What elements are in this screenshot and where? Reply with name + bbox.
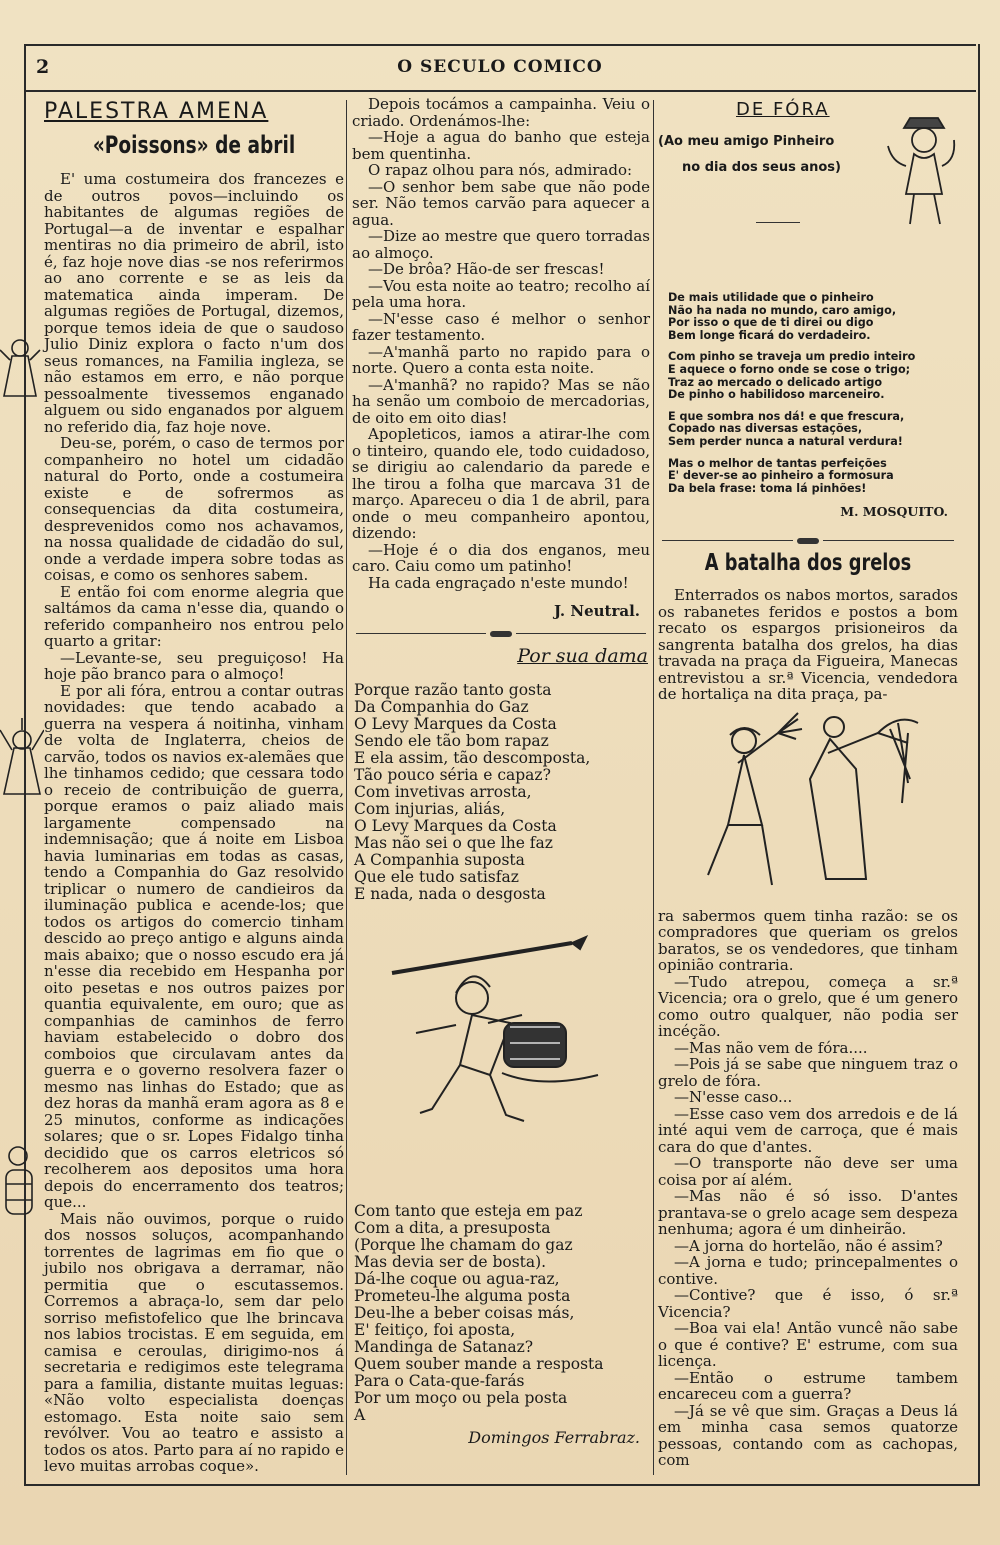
paragraph: O rapaz olhou para nós, admirado: (368, 161, 633, 179)
paragraph: —Dize ao mestre que quero torradas ao almoço. (352, 227, 650, 262)
poem-line: Traz ao mercado o delicado artigo (668, 375, 883, 389)
verse-line: Com tanto que esteja em paz (354, 1202, 583, 1220)
margin-ornament-barrel (0, 1140, 40, 1220)
paragraph: —De brôa? Hão-de ser frescas! (368, 260, 605, 278)
verse-line: Mandinga de Satanaz? (354, 1338, 534, 1356)
poem-verses-a (354, 682, 650, 903)
poem-line: Não ha nada no mundo, caro amigo, (668, 303, 897, 317)
knight-illustration (352, 903, 650, 1203)
paragraph: —Hoje é o dia dos enganos, meu caro. Caiu como um patinho! (352, 540, 650, 575)
verse-line: O Levy Marques da Costa (354, 715, 557, 733)
dialogue-paragraph: —N'esse caso... (674, 1088, 793, 1107)
verse-line: (Porque lhe chamam do gaz (354, 1236, 573, 1254)
column-divider-left (346, 100, 347, 1475)
signature-mosquito: M. MOSQUITO. (840, 504, 948, 520)
paragraph: —Hoje a agua do banho que esteja bem quentinha. (352, 128, 650, 163)
paragraph: E' uma costumeira dos francezes e de outros povos—incluindo os habitantes de algumas regiões de Portugal—a de inventar e espalhar mentiras no dia primeiro de abril, isto é, faz hoje nove dias -se nos referirmos ao ano corrente e se as leis da matematica ainda imperam. De algumas regiões de Portugal, dizemos, porque temos ideia de que o saudoso Julio Diniz explora o facto n'um dos seus romances, na Familia ingleza, se não estamos em erro, e não porque pessoalmente tivessemos enganado alguem ou sido enganados por alguem no referido dia, faz hoje nove. (44, 170, 344, 436)
dialogue-paragraph: —Tudo atrepou, começa a sr.ª Vicencia; ora o grelo, que é um genero como outro qualquer, não podia ser incéção. (658, 972, 958, 1041)
paragraph: —O senhor bem sabe que não pode ser. Não temos carvão para aquecer a agua. (352, 177, 650, 229)
dialogue-paragraph: —Contive? que é isso, ó sr.ª Vicencia? (658, 1286, 958, 1321)
poem-line: Por isso o que de ti direi ou digo (668, 316, 874, 330)
verse-line: A Companhia suposta (354, 851, 525, 869)
verse-line: Mas devia ser de bosta). (354, 1253, 547, 1271)
palestra-continuation (352, 96, 650, 591)
poem-line: Copado nas diversas estações, (668, 422, 863, 436)
paragraph: Depois tocámos a campainha. Veiu o criado. Ordenámos-lhe: (352, 95, 650, 130)
poem-line: Com pinho se traveja um predio inteiro (668, 350, 916, 364)
paragraph: E então foi com enorme alegria que saltámos da cama n'esse dia, quando o referido companheiro nos entrou pelo quarto a gritar: (44, 582, 344, 650)
page-number: 2 (36, 56, 50, 78)
dialogue-paragraph: —Mas não é só isso. D'antes prantava-se o grelo acage sem despeza nenhuma; agora é um dinheirão. (658, 1187, 958, 1239)
poem-line: Mas o melhor de tantas perfeições (668, 456, 887, 470)
separator-ornament-2 (662, 535, 954, 547)
verse-line: Com injurias, aliás, (354, 800, 506, 818)
paragraph: Mais não ouvimos, porque o ruido dos nossos soluços, acompanhando torrentes de lagrimas em fio que o jubilo nos obrigava a derramar, não permitia que o escutassemos. Corremos a abraça-lo, sem dar pelo sorriso mefistofelico que lhe brincava nos labios trocistas. E em seguida, em camisa e ceroulas, dirigimo-nos á secretaria e redigimos este telegrama para a familia, distante muitas leguas: «Não volto especialista doenças estomago. Esta noite saio sem revólver. Vou ao teatro e assisto a todos os atos. Parto para aí no rapido e levo muitas arrobas coque». (44, 1209, 344, 1475)
paragraph: —A'manhã parto no rapido para o norte. Quero a conta esta noite. (352, 342, 650, 377)
dialogue-paragraph: —Mas não vem de fóra.... (674, 1038, 868, 1057)
paragraph: Deu-se, porém, o caso de termos por companheiro no hotel um cidadão natural do Porto, onde a costumeira existe e de sofrermos as consequencias da dita costumeira, desprevenidos como nos achavamos, na nossa qualidade de cidadão do sul, onde a verdade impera sobre todas as coisas, e como os senhores sabem. (44, 434, 344, 584)
verse-line: Deu-lhe a beber coisas más, (354, 1304, 575, 1322)
signature-ferrabraz: Domingos Ferrabraz. (468, 1428, 640, 1447)
illustration-grelos (658, 703, 958, 908)
palestra-paragraphs (44, 171, 344, 1475)
paragraph: Ha cada engraçado n'este mundo! (368, 573, 629, 592)
dedication-line-2: no dia dos seus anos) (682, 159, 841, 175)
verse-line: Por um moço ou pela posta (354, 1389, 568, 1407)
verse-line: Sendo ele tão bom rapaz (354, 732, 549, 750)
poem-stanza (668, 411, 958, 449)
column-middle (352, 96, 650, 1447)
newspaper-title: O SECULO COMICO (397, 57, 603, 77)
poem-stanza (668, 351, 958, 401)
de-fora-header (658, 99, 958, 292)
dialogue-paragraph: —O transporte não deve ser uma coisa por aí além. (658, 1154, 958, 1189)
illustration-knight (352, 903, 650, 1203)
verse-line: Com a dita, a presuposta (354, 1219, 551, 1237)
dialogue-paragraph: ra sabermos quem tinha razão: se os compradores que queriam os grelos baratos, se os vendedores, que tinham opinião contraria. (658, 906, 958, 975)
poem-line: E que sombra nos dá! e que frescura, (668, 409, 905, 423)
verse-line: Porque razão tanto gosta (354, 681, 552, 699)
paragraph: Apopleticos, iamos a atirar-lhe com o tinteiro, quando ele, todo cuidadoso, se dirigiu ao calendario da parede e lhe tirou a folha que marcava 31 de março. Apareceu o dia 1 de abril, para onde o meu companheiro apontou, dizendo: (352, 425, 650, 542)
de-fora-poem (668, 292, 958, 495)
verse-line: Dá-lhe coque ou agua-raz, (354, 1270, 560, 1288)
verse-line: Mas não sei o que lhe faz (354, 834, 553, 852)
poem-line: Bem longe ficará do verdadeiro. (668, 328, 871, 342)
paragraph: —Levante-se, seu preguiçoso! Ha hoje pão branco para o almoço! (44, 648, 344, 683)
poem-line: E' dever-se ao pinheiro a formosura (668, 469, 894, 483)
dialogue-paragraph: —Pois já se sabe que ninguem traz o grelo de fóra. (658, 1055, 958, 1090)
column-right (658, 96, 958, 1469)
short-rule (756, 222, 800, 223)
column-palestra (44, 96, 344, 1475)
paragraph: —Vou esta noite ao teatro; recolho aí pela uma hora. (352, 276, 650, 311)
vegetable-fight-illustration (658, 703, 958, 908)
dialogue-paragraph: —Então o estrume tambem encareceu com a guerra? (658, 1368, 958, 1404)
paragraph: —N'esse caso é melhor o senhor fazer testamento. (352, 309, 650, 344)
column-divider-right (653, 100, 654, 1475)
signature-neutral: J. Neutral. (553, 602, 640, 620)
section-title-de-fora: DE FÓRA (736, 99, 830, 120)
verse-line: E nada, nada o desgosta (354, 885, 546, 903)
paragraph: —A'manhã? no rapido? Mas se não ha senão um comboio de mercadorias, de oito em oito dias! (352, 375, 650, 427)
poem-line: Da bela frase: toma lá pinhões! (668, 481, 867, 495)
verse-line: Quem souber mande a resposta (354, 1355, 604, 1373)
poem-stanza (668, 292, 958, 342)
verse-line: Que ele tudo satisfaz (354, 868, 519, 886)
margin-ornament-doll-2 (0, 718, 44, 804)
verse-line: Da Companhia do Gaz (354, 698, 529, 716)
pinheiro-caricature (884, 106, 962, 230)
verse-line: Com invetivas arrosta, (354, 783, 532, 801)
section-title-palestra: PALESTRA AMENA (44, 99, 269, 124)
poem-line: De mais utilidade que o pinheiro (668, 291, 874, 304)
verse-line: Prometeu-lhe alguma posta (354, 1287, 571, 1305)
poem-line: De pinho o habilidoso marceneiro. (668, 388, 885, 402)
verse-line: Para o Cata-que-farás (354, 1372, 525, 1390)
dedication-line-1: (Ao meu amigo Pinheiro (658, 133, 835, 149)
poem-title-por-sua-dama: Por sua dama (517, 644, 648, 667)
poem-line: E aquece o forno onde se cose o trigo; (668, 362, 911, 376)
dialogue-paragraph: —Boa vai ela! Antão vuncê não sabe o que é contive? E' estrume, com sua licença. (658, 1319, 958, 1371)
dialogue-paragraph: —Esse caso vem dos arredois e de lá inté aqui vem de carroça, que é mais cara do que d'antes. (658, 1104, 958, 1156)
dialogue-paragraph: —A jorna e tudo; princepalmentes o contive. (658, 1253, 958, 1288)
dialogue-paragraph: —A jorna do hortelão, não é assim? (674, 1236, 943, 1255)
separator-ornament (356, 628, 646, 640)
verse-line: E' feitiço, foi aposta, (354, 1321, 516, 1339)
paragraph: E por ali fóra, entrou a contar outras novidades: que tendo acabado a guerra na vespera á noitinha, vinham de volta de Inglaterra, cheios de carvão, todos os navios ex-alemães que lhe tinhamos cedido; que cessara todo o receio de contribuição de guerra, porque eramos o paiz aliado mais largamente compensado na indemnisação; que á noite em Lisboa havia luminarias em todas as casas, tendo a Companhia do Gaz resolvido triplicar o numero de candieiros da iluminação publica e acende-los; que todos os artigos do comercio tinham descido ao preço antigo e alguns ainda mais abaixo; que o nosso escudo era já n'esse dia recebido em Hespanha por oito pesetas e nos outros paizes por quantia equivalente, em ouro; que as companhias de caminhos de ferro haviam estabelecido o dobro dos comboios que circulavam antes da guerra e o governo resolvera fazer o mesmo nas linhas do Estado; que as dez horas da manhã eram agora as 8 e 25 minutos, conforme as indicações solares; que o sr. Lopes Fidalgo tinha decidido que os carros eletricos só recolherem aos depositos uma hora depois do encerramento dos teatros; que... (44, 681, 344, 1211)
dialogue-paragraph: —Já se vê que sim. Graças a Deus lá em minha casa semos quatorze pessoas, contando com as cachopas, com (658, 1401, 958, 1470)
batalha-dialogue (658, 908, 958, 1469)
verse-line: Tão pouco séria e capaz? (354, 766, 551, 784)
article-title-poissons: «Poissons» de abril (92, 130, 296, 159)
article-title-batalha: A batalha dos grelos (704, 549, 912, 576)
batalha-intro: Enterrados os nabos mortos, sarados os rabanetes feridos e postos a bom recato os espargos prisioneiros da sangrenta batalha dos grelos, ha dias travada na praça da Figueira, Manecas entrevistou a sr.ª Vicencia, vendedora de hortaliça na dita praça, pa- (658, 586, 958, 704)
verse-line: O Levy Marques da Costa (354, 817, 557, 835)
poem-stanza (668, 458, 958, 496)
poem-verses-b (354, 1203, 650, 1424)
poem-line: Sem perder nunca a natural verdura! (668, 434, 903, 448)
verse-line: A (354, 1406, 366, 1424)
margin-ornament-doll-1 (0, 330, 42, 410)
verse-line: E ela assim, tão descomposta, (354, 749, 591, 767)
